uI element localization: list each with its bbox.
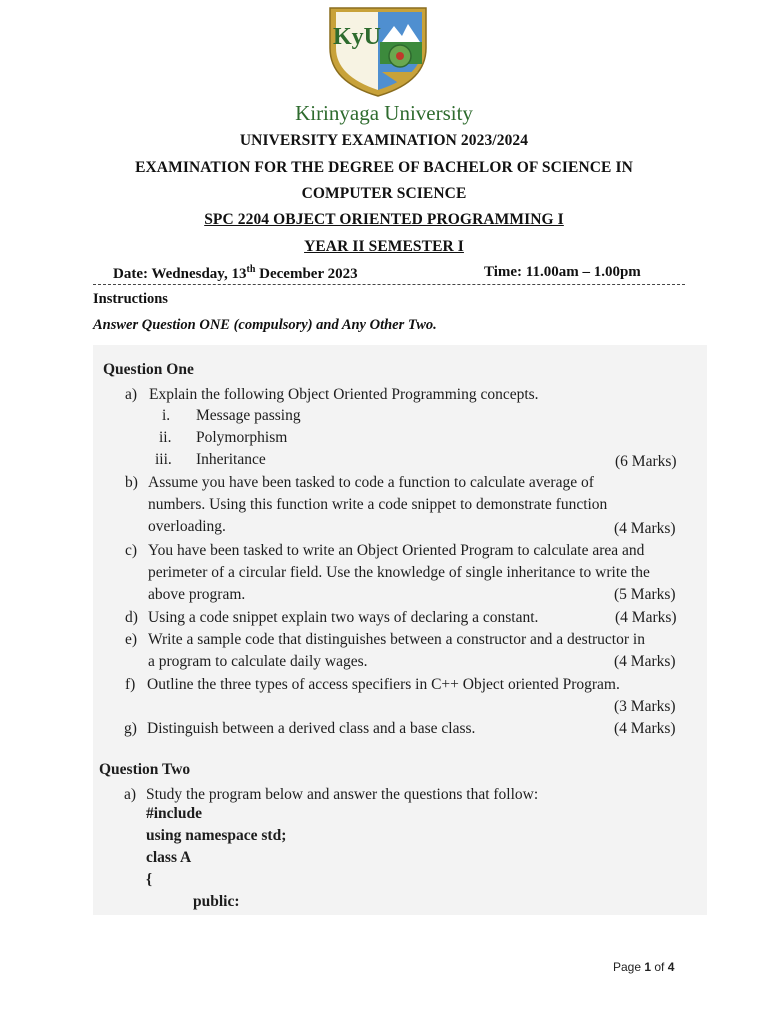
question-two-title: Question Two: [99, 761, 191, 778]
page-number: Page 1 of 4: [613, 960, 675, 974]
instructions-text: Answer Question ONE (compulsory) and Any Other Two.: [93, 317, 437, 333]
q1-a-ii-label: ii.: [159, 429, 172, 446]
q1-c-line-1: You have been tasked to write an Object Oriented Program to calculate area and: [148, 542, 645, 559]
q1-e-label: e): [125, 631, 138, 648]
q2-a-text: Study the program below and answer the questions that follow:: [146, 786, 539, 803]
q1-g-label: g): [124, 720, 137, 737]
q1-c-label: c): [125, 542, 138, 559]
q1-c-line-3: above program.: [148, 586, 246, 603]
date-time-row: [93, 262, 685, 285]
q1-c-marks: (5 Marks): [614, 586, 676, 603]
q1-e-line-1: Write a sample code that distinguishes between a constructor and a destructor in: [148, 631, 645, 648]
q1-b-line-3: overloading.: [148, 518, 226, 535]
exam-title: UNIVERSITY EXAMINATION 2023/2024: [239, 132, 529, 149]
course-title: SPC 2204 OBJECT ORIENTED PROGRAMMING I: [204, 211, 564, 228]
q1-g-marks: (4 Marks): [614, 720, 676, 737]
code-line: class A: [146, 849, 192, 866]
code-line: using namespace std;: [146, 827, 287, 844]
q1-d-marks: (4 Marks): [615, 609, 677, 626]
year-semester: YEAR II SEMESTER I: [304, 238, 464, 255]
q1-a-i-text: Message passing: [196, 407, 301, 424]
university-name: Kirinyaga University: [295, 101, 473, 125]
q1-a-text: Explain the following Object Oriented Programming concepts.: [149, 386, 539, 403]
logo-letters: KyU: [333, 24, 381, 50]
q1-a-label: a): [125, 386, 138, 403]
q1-a-i-label: i.: [162, 407, 171, 424]
year-semester-wrap: [0, 238, 768, 256]
code-line: #include: [146, 805, 202, 822]
q1-f-text: Outline the three types of access specifiers in C++ Object oriented Program.: [147, 676, 620, 693]
question-one-title: Question One: [103, 361, 194, 378]
q1-e-marks: (4 Marks): [614, 653, 676, 670]
q1-g-text: Distinguish between a derived class and a base class.: [147, 720, 476, 737]
q1-c-line-2: perimeter of a circular field. Use the knowledge of single inheritance to write the: [148, 564, 650, 581]
q1-a-ii-text: Polymorphism: [196, 429, 288, 446]
q1-d-label: d): [125, 609, 138, 626]
q1-d-text: Using a code snippet explain two ways of declaring a constant.: [148, 609, 539, 626]
q1-a-marks: (6 Marks): [615, 453, 677, 470]
course-title-wrap: [0, 211, 768, 229]
university-logo: [322, 2, 434, 98]
code-line: {: [146, 871, 153, 888]
q1-a-iii-label: iii.: [155, 451, 172, 468]
q1-a-iii-text: Inheritance: [196, 451, 266, 468]
degree-line-1: EXAMINATION FOR THE DEGREE OF BACHELOR OF SCIENCE IN: [135, 159, 633, 176]
q1-b-line-1: Assume you have been tasked to code a function to calculate average of: [148, 474, 594, 491]
instructions-title: Instructions: [93, 291, 168, 307]
q1-b-label: b): [125, 474, 138, 491]
code-line: public:: [193, 893, 240, 910]
degree-line-2: COMPUTER SCIENCE: [301, 185, 467, 202]
q2-a-label: a): [124, 786, 137, 803]
q1-b-marks: (4 Marks): [614, 520, 676, 537]
exam-date: Date: Wednesday, 13th December 2023: [113, 264, 358, 282]
q1-f-label: f): [125, 676, 136, 693]
q1-b-line-2: numbers. Using this function write a code snippet to demonstrate function: [148, 496, 608, 513]
q1-e-line-2: a program to calculate daily wages.: [148, 653, 368, 670]
q1-f-marks: (3 Marks): [614, 698, 676, 715]
exam-time: Time: 11.00am – 1.00pm: [484, 264, 641, 280]
